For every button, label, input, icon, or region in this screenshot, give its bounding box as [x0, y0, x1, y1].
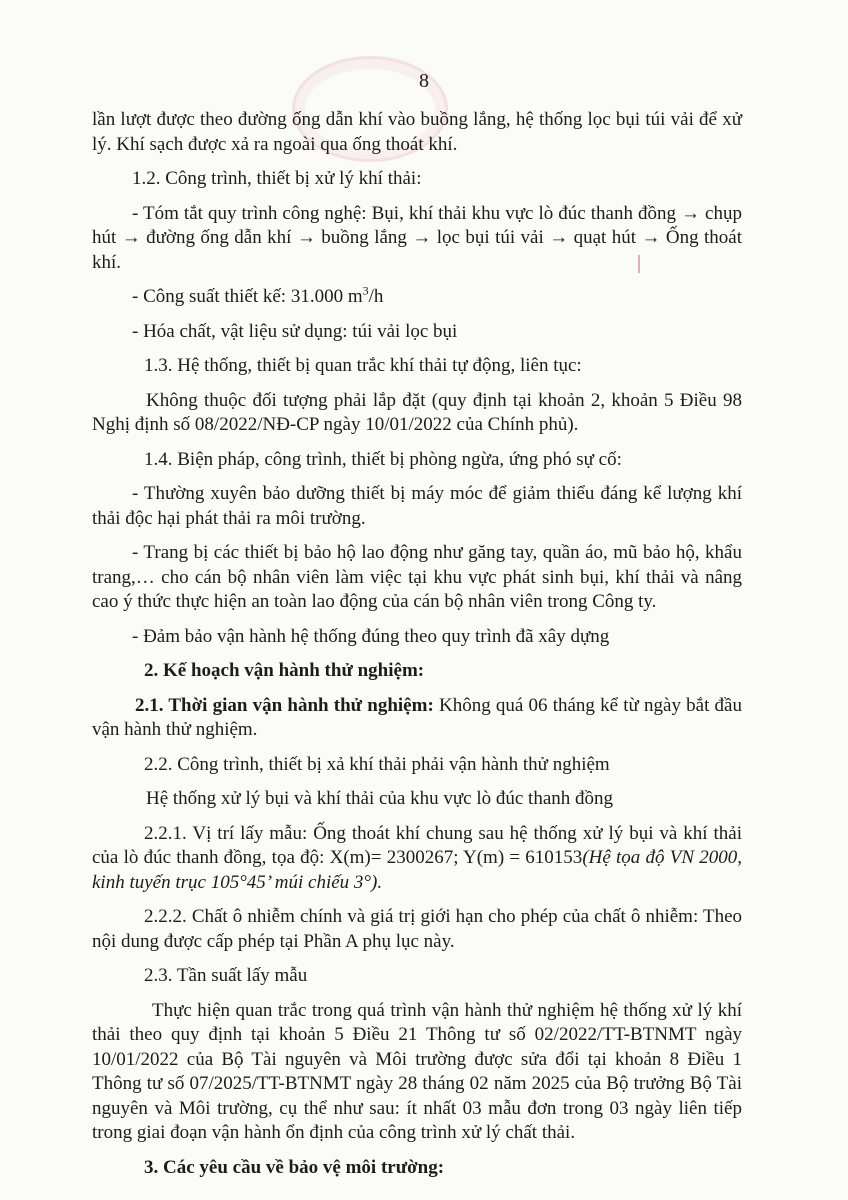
heading-2-2: 2.2. Công trình, thiết bị xả khí thải phải vận hành thử nghiệm [144, 753, 610, 775]
paragraph-2-1 [92, 694, 742, 743]
paragraph-system-name: Hệ thống xử lý bụi và khí thải của khu vực lò đúc thanh đồng [146, 788, 614, 809]
paragraph-not-required: Không thuộc đối tượng phải lắp đặt (quy định tại khoản 2, khoản 5 Điều 98 Nghị định số 08/2022/NĐ-CP ngày 10/01/2022 của Chính phủ). [92, 389, 742, 435]
heading-1-4: 1.4. Biện pháp, công trình, thiết bị phòng ngừa, ứng phó sự cố: [144, 448, 622, 470]
paragraph-operation: - Đảm bảo vận hành hệ thống đúng theo quy trình đã xây dựng [132, 625, 610, 647]
heading-1-2: 1.2. Công trình, thiết bị xử lý khí thải: [132, 168, 422, 189]
coordinate-system-note: (Hệ tọa độ VN 2000, kinh tuyến trục 105°45’ múi chiếu 3°). [92, 847, 742, 893]
heading-1-3: 1.3. Hệ thống, thiết bị quan trắc khí thải tự động, liên tục: [144, 355, 582, 376]
paragraph-maintenance: - Thường xuyên bảo dưỡng thiết bị máy móc để giảm thiểu đáng kể lượng khí thải độc hại phát thải ra môi trường. [92, 483, 742, 529]
paragraph-intro: lần lượt được theo đường ống dẫn khí vào buồng lắng, hệ thống lọc bụi túi vải để xử lý. Khí sạch được xả ra ngoài qua ống thoát khí. [92, 109, 742, 155]
paragraph-process-summary: - Tóm tắt quy trình công nghệ: Bụi, khí thải khu vực lò đúc thanh đồng → chụp hút → đường ống dẫn khí → buồng lắng → lọc bụi túi vải → quạt hút → Ống thoát khí. [92, 202, 742, 273]
heading-2-1: 2.1. Thời gian vận hành thử nghiệm: [135, 694, 434, 716]
paragraph-2-2-2: 2.2.2. Chất ô nhiễm chính và giá trị giới hạn cho phép của chất ô nhiễm: Theo nội dung được cấp phép tại Phần A phụ lục này. [92, 906, 742, 952]
paragraph-protective-equipment: - Trang bị các thiết bị bảo hộ lao động như găng tay, quần áo, mũ bảo hộ, khẩu trang,… cho cán bộ nhân viên làm việc tại khu vực phát sinh bụi, khí thải và nâng cao ý thức thực hiện an toàn lao động của cán bộ nhân viên trong Công ty. [92, 542, 742, 612]
paragraph-materials: - Hóa chất, vật liệu sử dụng: túi vải lọc bụi [132, 320, 458, 342]
page-number: 8 [419, 70, 429, 92]
paragraph-2-2-1-text: 2.2.1. Vị trí lấy mẫu: Ống thoát khí chung sau hệ thống xử lý bụi và khí thải của lò đúc thanh đồng, tọa độ: X(m)= 2300267; Y(m) = 610153 [92, 822, 742, 868]
paragraph-2-2-1 [92, 822, 742, 896]
paragraph-2-1-text: Không quá 06 tháng kể từ ngày bắt đầu vận hành thử nghiệm. [92, 694, 742, 740]
paragraph-sampling-frequency: Thực hiện quan trắc trong quá trình vận hành thử nghiệm hệ thống xử lý khí thải theo quy định tại khoản 5 Điều 21 Thông tư số 02/2022/TT-BTNMT ngày 10/01/2022 của Bộ Tài nguyên và Môi trường được sửa đổi tại khoản 8 Điều 1 Thông tư số 07/2025/TT-BTNMT ngày 28 tháng 02 năm 2025 của Bộ trưởng Bộ Tài nguyên và Môi trường, cụ thể như sau: ít nhất 03 mẫu đơn trong 03 ngày liên tiếp trong giai đoạn vận hành ổn định của công trình xử lý chất thải. [92, 999, 742, 1143]
heading-3: 3. Các yêu cầu về bảo vệ môi trường: [144, 1156, 445, 1178]
paragraph-capacity [92, 285, 742, 310]
capacity-unit-tail: /h [368, 286, 384, 307]
heading-2: 2. Kế hoạch vận hành thử nghiệm: [144, 660, 425, 681]
capacity-superscript: 3 [362, 283, 369, 298]
document-body [92, 108, 742, 1180]
capacity-text: - Công suất thiết kế: 31.000 m [132, 286, 363, 307]
heading-2-3: 2.3. Tần suất lấy mẫu [144, 965, 308, 986]
